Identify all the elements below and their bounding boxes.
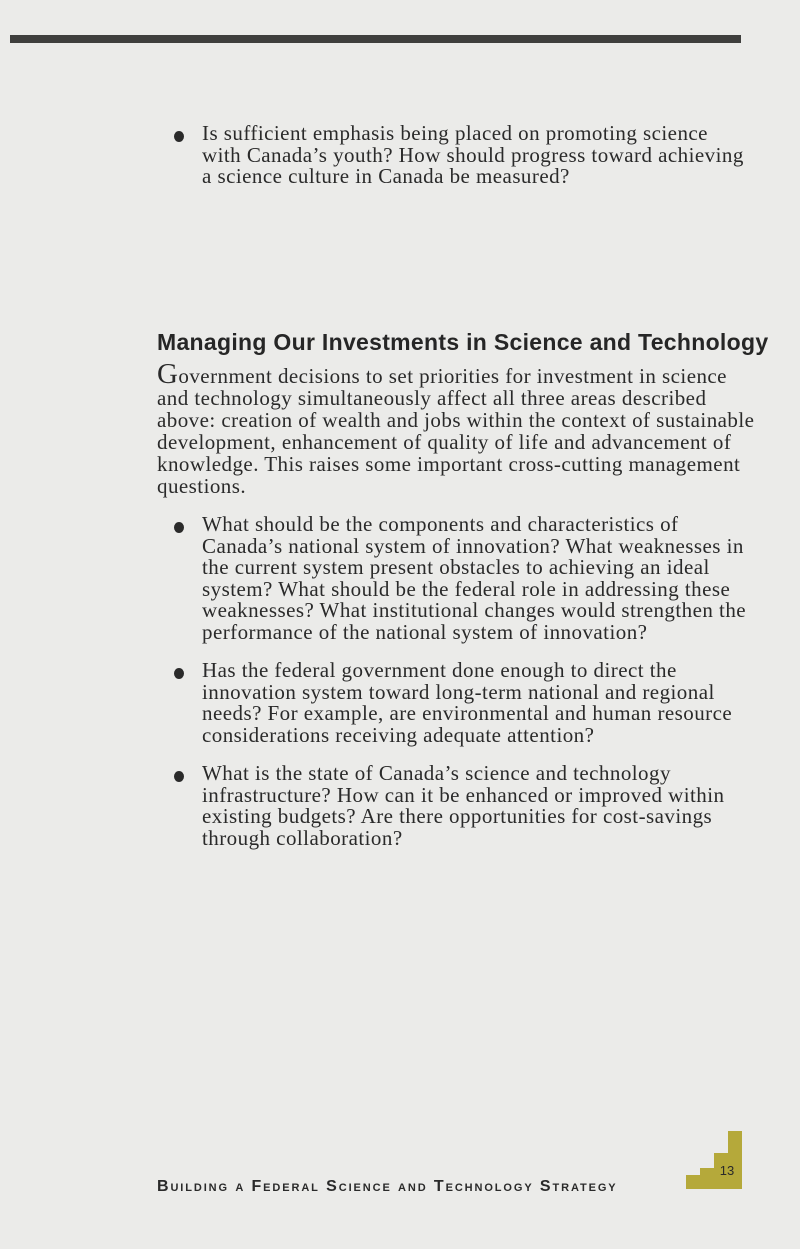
footer-title: Building a Federal Science and Technology Strategy: [157, 1178, 618, 1195]
bullet-text: What is the state of Canada’s science and technology infrastructure? How can it be enhanced or improved within existing budgets? Are there opportunities for cost-savings through collaboration?: [202, 761, 725, 850]
bullet-text: Has the federal government done enough to direct the innovation system toward long-term national and regional needs? For example, are environmental and human resource considerations receiving adequate attention?: [202, 658, 733, 747]
bullet-icon: [174, 522, 184, 533]
bullet-text: Is sufficient emphasis being placed on promoting science with Canada’s youth? How should progress toward achieving a science culture in Canada be measured?: [202, 121, 744, 188]
bullet-item: [202, 660, 747, 746]
section-heading: Managing Our Investments in Science and Technology: [157, 329, 769, 355]
bullet-icon: [174, 668, 184, 679]
bullet-text: What should be the components and characteristics of Canada’s national system of innovation? What weaknesses in the current system present obstacles to achieving an ideal system? What should be the federal role in addressing these weaknesses? What institutional changes would strengthen the performance of the national system of innovation?: [202, 512, 747, 644]
page-number: 13: [719, 1163, 735, 1178]
drop-cap: G: [157, 358, 179, 390]
bullet-item: [202, 514, 747, 643]
bullet-item: [202, 763, 747, 849]
bullet-icon: [174, 771, 184, 782]
paragraph-text: overnment decisions to set priorities for investment in science and technology simultaneously affect all three areas described above: creation of wealth and jobs within the context of sustainable development, enhancement of quality of life and advancement of knowledge. This raises some important cross-cutting management questions.: [157, 364, 755, 498]
